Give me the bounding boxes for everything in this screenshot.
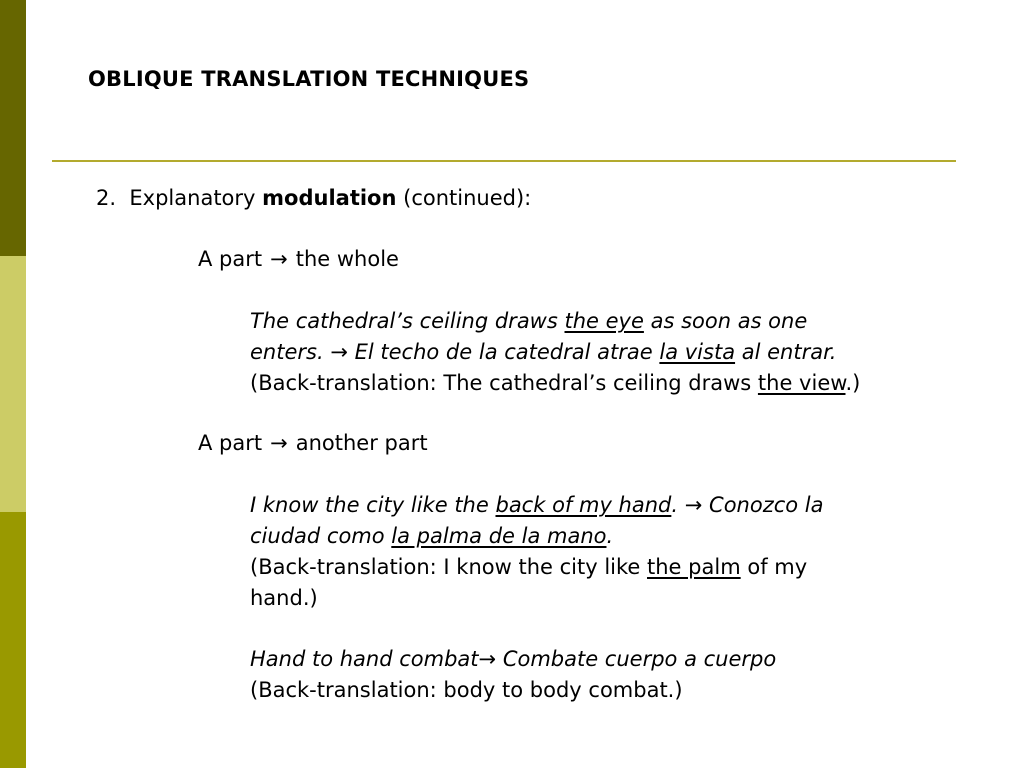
- text-span: Combate cuerpo a cuerpo: [502, 647, 777, 671]
- example3-line1: [250, 644, 776, 675]
- arrow-icon: →: [270, 431, 288, 455]
- heading-number: 2.: [96, 186, 117, 210]
- text-span: of my: [747, 555, 808, 579]
- title-divider: [52, 160, 956, 162]
- text-span: (Back-translation: The cathedral’s ceiling draws: [250, 371, 752, 395]
- heading-tail: (continued):: [403, 186, 532, 210]
- example2-line2: [250, 521, 613, 552]
- underlined-term: the palm: [647, 555, 741, 579]
- text-span: Conozco la: [709, 493, 824, 517]
- underlined-term: the view: [757, 371, 846, 395]
- example3-back-translation: (Back-translation: body to body combat.): [250, 678, 683, 702]
- text-span: (Back-translation: I know the city like: [250, 555, 641, 579]
- text-span: ciudad como: [250, 524, 385, 548]
- example1-line2: [250, 337, 836, 368]
- underlined-term: la palma de la mano: [391, 524, 607, 548]
- text-span: Hand to hand combat: [250, 647, 479, 671]
- subheading-part-whole: [198, 244, 399, 275]
- text-span: El techo de la catedral atrae: [354, 340, 653, 364]
- text-span: I know the city like the: [250, 493, 489, 517]
- arrow-icon: →: [330, 340, 348, 364]
- text-span: .: [671, 493, 679, 517]
- underlined-term: la vista: [659, 340, 736, 364]
- example2-back-translation-cont: hand.): [250, 586, 318, 610]
- text-span: enters.: [250, 340, 324, 364]
- subheading-right: the whole: [295, 247, 399, 271]
- underlined-term: the eye: [564, 309, 644, 333]
- underlined-term: back of my hand: [495, 493, 672, 517]
- sidebar-stripe-top: [0, 0, 26, 256]
- section-heading: [96, 183, 531, 214]
- text-span: as soon as one: [650, 309, 808, 333]
- example1-line1: [250, 306, 807, 337]
- example2-line1: [250, 490, 824, 521]
- heading-term: modulation: [262, 186, 397, 210]
- example1-back-translation: [250, 368, 860, 399]
- subheading-right: another part: [295, 431, 428, 455]
- subheading-left: A part: [198, 431, 263, 455]
- subheading-left: A part: [198, 247, 263, 271]
- example2-back-translation: [250, 552, 807, 583]
- text-span: al entrar.: [741, 340, 837, 364]
- arrow-icon: →: [684, 493, 703, 517]
- sidebar-stripe-middle: [0, 256, 26, 512]
- subheading-part-part: [198, 428, 428, 459]
- sidebar-stripe-bottom: [0, 512, 26, 768]
- arrow-icon: →: [478, 647, 497, 671]
- text-span: The cathedral’s ceiling draws: [250, 309, 558, 333]
- text-span: .: [606, 524, 614, 548]
- text-span: .): [845, 371, 861, 395]
- arrow-icon: →: [270, 247, 288, 271]
- slide-title: OBLIQUE TRANSLATION TECHNIQUES: [88, 67, 530, 91]
- heading-lead: Explanatory: [129, 186, 256, 210]
